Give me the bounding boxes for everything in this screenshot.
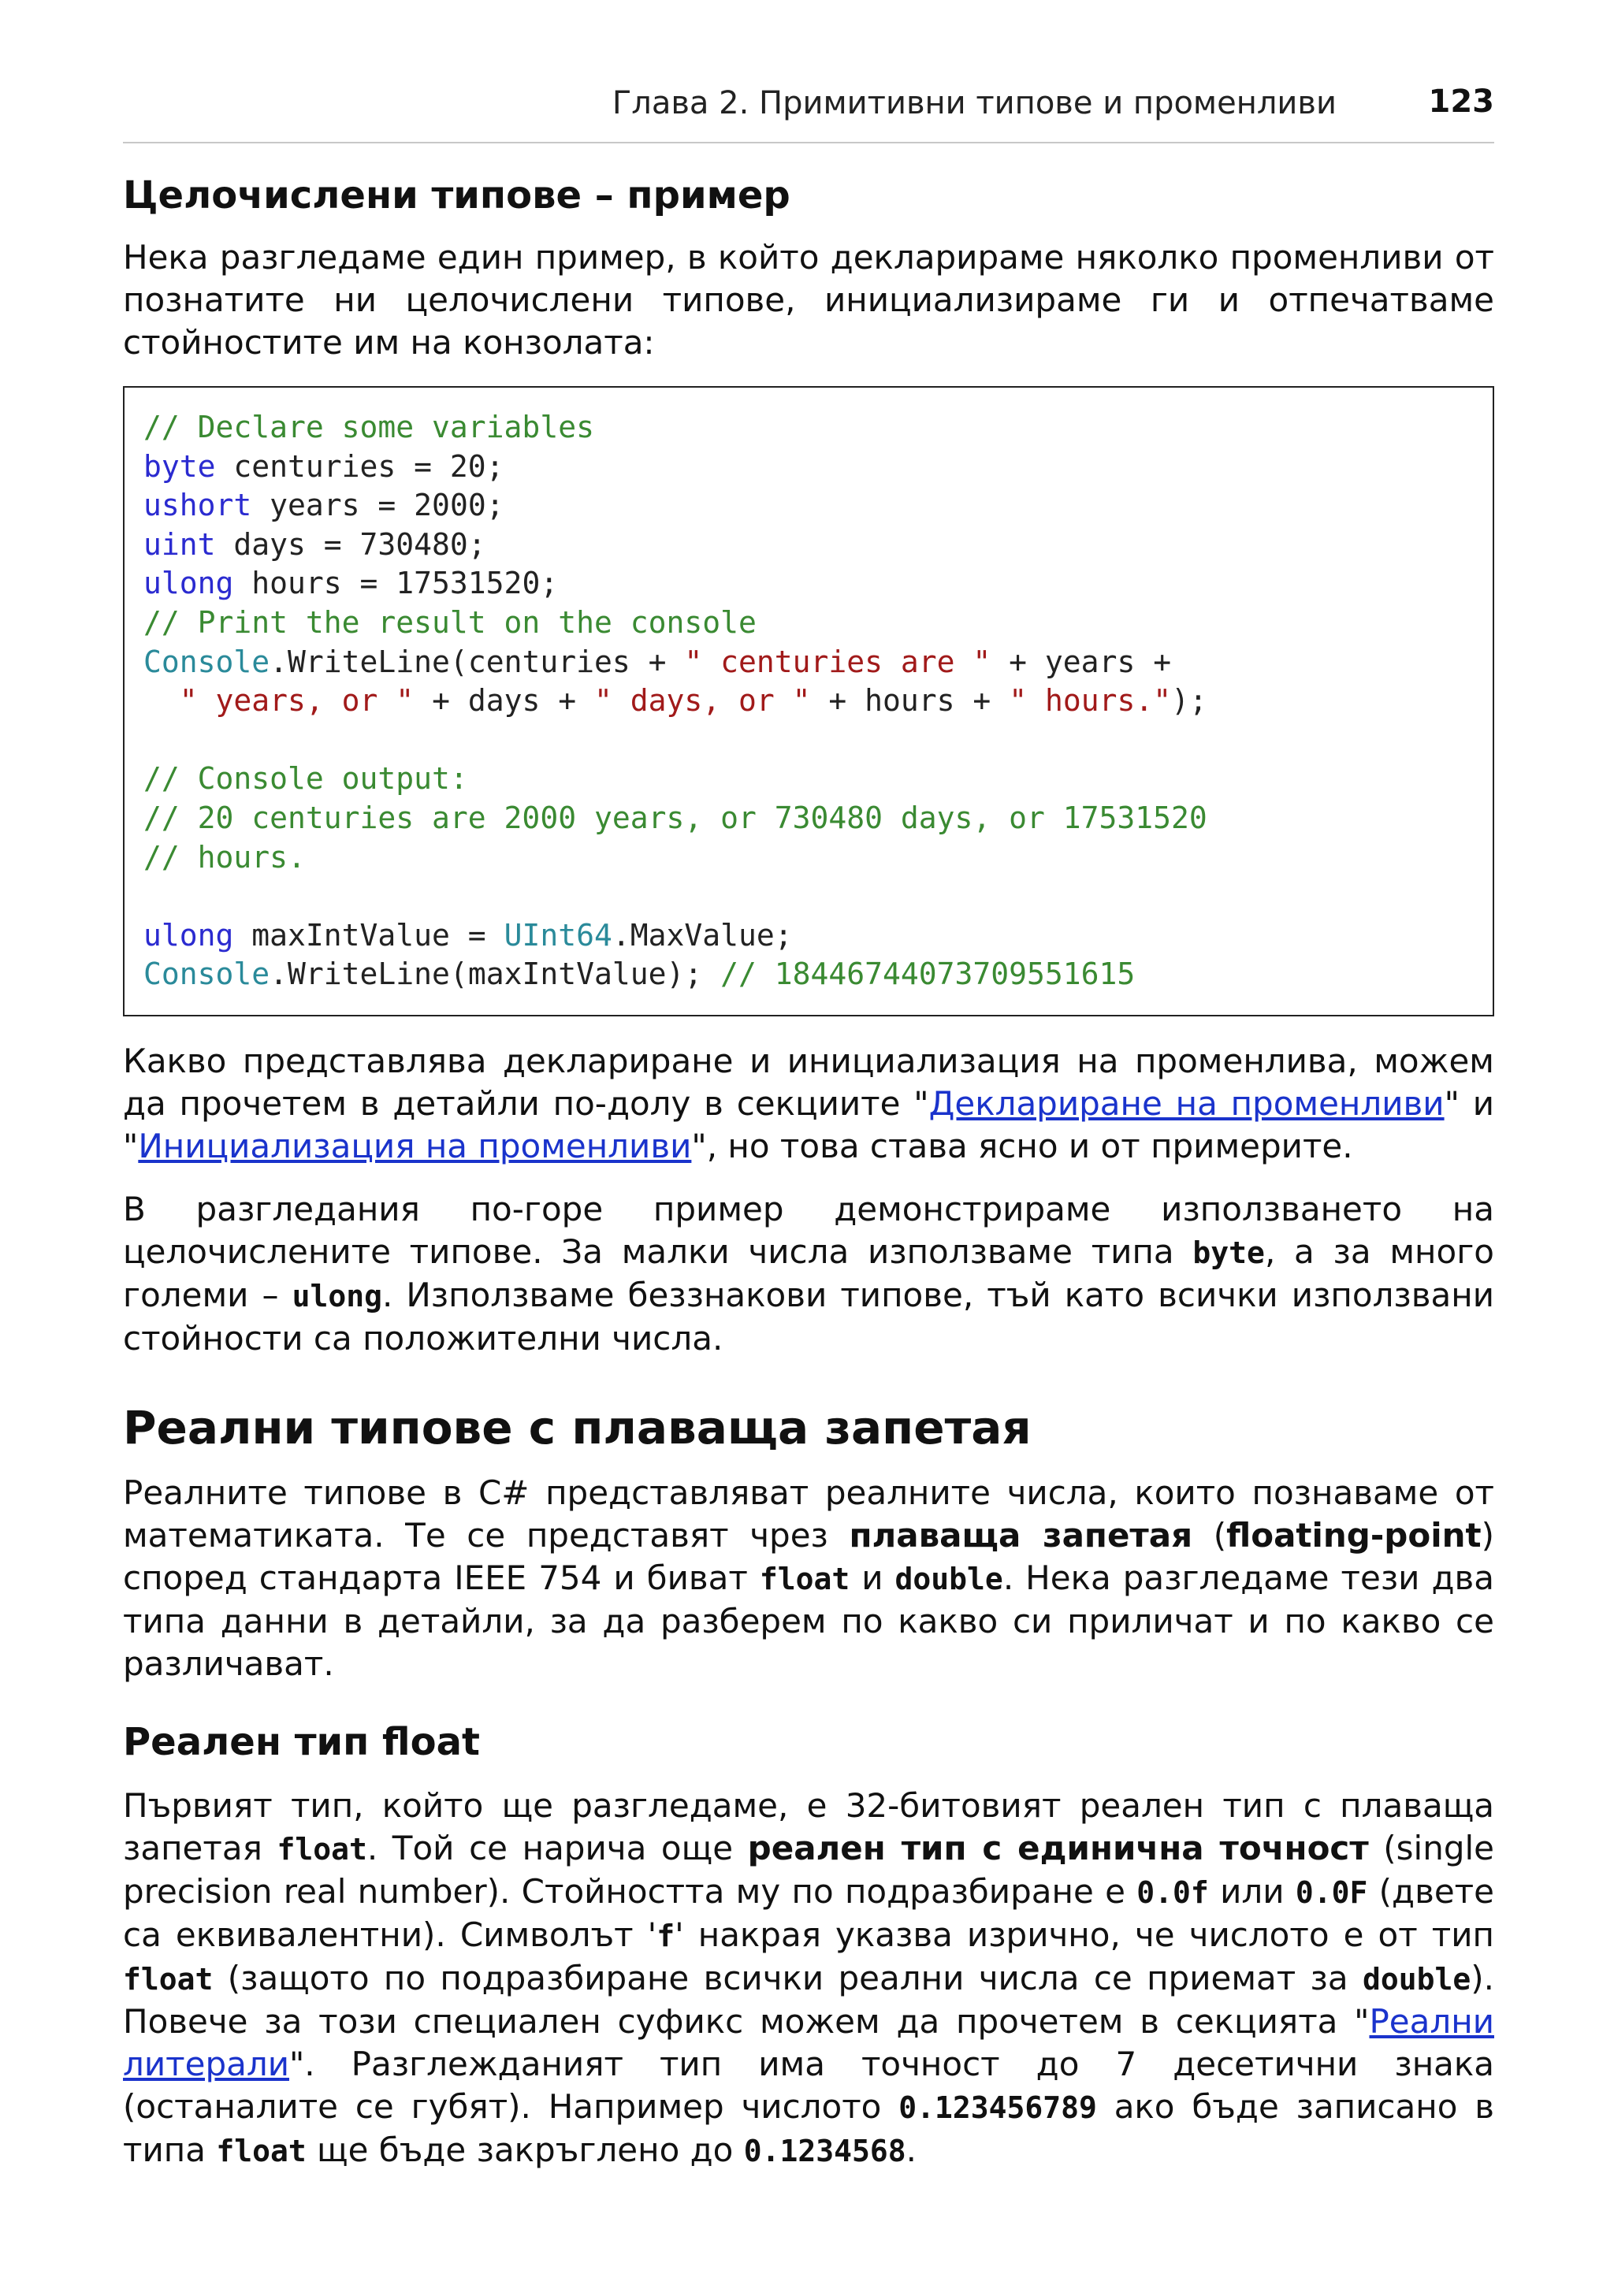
inline-code: 0.0f <box>1136 1874 1209 1910</box>
page-content <box>123 170 1494 2172</box>
code-text: .WriteLine(centuries + <box>270 644 685 679</box>
inline-code: float <box>123 1961 214 1997</box>
text: Какво представлява деклариране и инициализация на променлива, можем да прочетем в детайли по-долу в секциите " <box>123 1041 1494 1123</box>
code-line <box>143 526 1474 565</box>
code-line <box>143 760 1474 799</box>
code-line <box>143 448 1474 487</box>
inline-code: byte <box>1192 1235 1265 1270</box>
text: ( <box>1192 1515 1227 1555</box>
inline-code: float <box>277 1831 367 1867</box>
text: ", но това става ясно и от примерите. <box>691 1126 1353 1165</box>
text: ) според стандарта IEEE 754 и биват <box>123 1515 1494 1597</box>
code-text: .MaxValue; <box>612 917 793 953</box>
code-type: Console <box>143 957 270 992</box>
bold-text: floating-point <box>1226 1515 1482 1555</box>
text: (single precision real number). Стойността му по подразбиране е <box>123 1828 1495 1911</box>
text: ). Повече за този специален суфикс можем да прочетем в секцията " <box>123 1958 1494 2041</box>
code-text: days = 730480; <box>215 526 486 562</box>
link-init-variables[interactable]: Инициализация на променливи <box>138 1126 692 1165</box>
bold-text: плаваща запетая <box>849 1515 1193 1555</box>
code-line <box>143 643 1474 682</box>
code-keyword: uint <box>143 526 216 562</box>
code-text: .WriteLine(maxIntValue); <box>270 957 721 992</box>
code-keyword: ulong <box>143 566 234 601</box>
code-text: + hours + <box>810 683 1010 719</box>
text: ". Разглежданият тип има точност до 7 десетични знака (останалите се губят). Например числото <box>123 2044 1494 2126</box>
paragraph-usage <box>123 1188 1494 1360</box>
text: (двете са еквивалентни). Символът ' <box>123 1871 1494 1954</box>
running-head-title: Глава 2. Примитивни типове и променливи <box>612 85 1337 121</box>
code-string: " days, or " <box>593 683 811 719</box>
code-string: " years, or " <box>179 683 415 719</box>
inline-code: f <box>656 1918 675 1953</box>
text: (защото по подразбиране всички реални числа се приемат за <box>213 1958 1363 1997</box>
paragraph-intro: Нека разгледаме един пример, в който декларираме няколко променливи от познатите ни целочислени типове, инициализираме ги и отпечатваме стойностите им на конзолата: <box>123 238 1494 362</box>
code-line <box>143 916 1474 956</box>
inline-code: float <box>216 2133 307 2168</box>
code-listing <box>123 386 1494 1016</box>
page-number: 123 <box>1428 84 1494 120</box>
heading-floating-point: Реални типове с плаваща запетая <box>123 1400 1032 1455</box>
text: ще бъде закръглено до <box>306 2130 744 2169</box>
link-real-literals[interactable]: Реални литерали <box>123 2001 1494 2083</box>
code-comment: // 18446744073709551615 <box>720 957 1136 992</box>
code-comment: // hours. <box>143 839 306 875</box>
code-line <box>143 682 1474 721</box>
code-type: Console <box>143 644 270 679</box>
text: . Той се нарича още <box>366 1828 748 1867</box>
code-indent <box>143 683 180 718</box>
code-comment: // Declare some variables <box>143 410 594 444</box>
code-keyword: byte <box>143 448 216 484</box>
text: " и " <box>123 1083 1494 1165</box>
inline-code: double <box>894 1561 1003 1596</box>
inline-code: ulong <box>292 1278 382 1313</box>
code-text: ); <box>1171 683 1207 719</box>
inline-code: 0.1234568 <box>743 2133 906 2168</box>
code-line <box>143 604 1474 643</box>
code-comment: // Console output: <box>143 761 468 797</box>
paragraph-declare-init <box>123 1040 1494 1168</box>
code-text: maxIntValue = <box>233 917 504 953</box>
code-text: centuries = 20; <box>215 448 504 484</box>
heading-float-type: Реален тип float <box>123 1719 480 1764</box>
text: . <box>906 2130 917 2169</box>
code-comment: // 20 centuries are 2000 years, or 730480 days, or 17531520 <box>143 800 1207 835</box>
code-comment: // Print the result on the console <box>143 604 757 640</box>
inline-code: float <box>759 1561 850 1596</box>
text: ако бъде записано в типа <box>123 2086 1494 2169</box>
code-blank-line <box>143 877 1474 916</box>
code-line <box>143 486 1474 526</box>
code-line <box>143 564 1474 604</box>
running-head <box>123 79 1494 143</box>
code-blank-line <box>143 721 1474 760</box>
paragraph-float-type <box>123 1785 1494 2172</box>
code-type: UInt64 <box>504 917 612 953</box>
code-text: years = 2000; <box>251 488 504 523</box>
inline-code: double <box>1362 1961 1471 1997</box>
code-text: + days + <box>414 683 594 719</box>
text: или <box>1208 1871 1296 1911</box>
code-string: " centuries are " <box>684 644 991 679</box>
code-text: + years + <box>991 644 1172 679</box>
code-keyword: ushort <box>143 488 252 523</box>
text: . Нека разгледаме тези два типа данни в детайли, за да разберем по какво си приличат и по какво се различават. <box>123 1558 1494 1683</box>
paragraph-floating-intro <box>123 1472 1494 1685</box>
heading-integer-example: Целочислени типове – пример <box>123 173 790 217</box>
code-line <box>143 838 1474 878</box>
code-keyword: ulong <box>143 917 234 953</box>
text: В разгледания по-горе пример демонстрираме използването на целочислените типове. За малки числа използваме типа <box>123 1189 1494 1271</box>
inline-code: 0.123456789 <box>898 2090 1097 2125</box>
text: и <box>850 1558 895 1597</box>
code-string: " hours." <box>1009 683 1172 719</box>
inline-code: 0.0F <box>1295 1874 1368 1910</box>
text: ' накрая указва изрично, че числото е от тип <box>675 1915 1494 1954</box>
text: Реалните типове в C# представляват реалните числа, които познаваме от математиката. Те се представят чрез <box>123 1473 1494 1555</box>
code-line <box>143 955 1474 994</box>
text: . Използваме беззнакови типове, тъй като всички използвани стойности са положителни числа. <box>123 1275 1495 1358</box>
code-text: hours = 17531520; <box>233 566 559 601</box>
code-line <box>143 408 1474 448</box>
link-declare-variables[interactable]: Деклариране на променливи <box>928 1083 1445 1123</box>
code-line <box>143 799 1474 838</box>
bold-text: реален тип с единична точност <box>747 1828 1369 1867</box>
text: Първият тип, който ще разгледаме, е 32-битовият реален тип с плаваща запетая <box>123 1785 1494 1867</box>
text: , а за много големи – <box>123 1232 1494 1314</box>
